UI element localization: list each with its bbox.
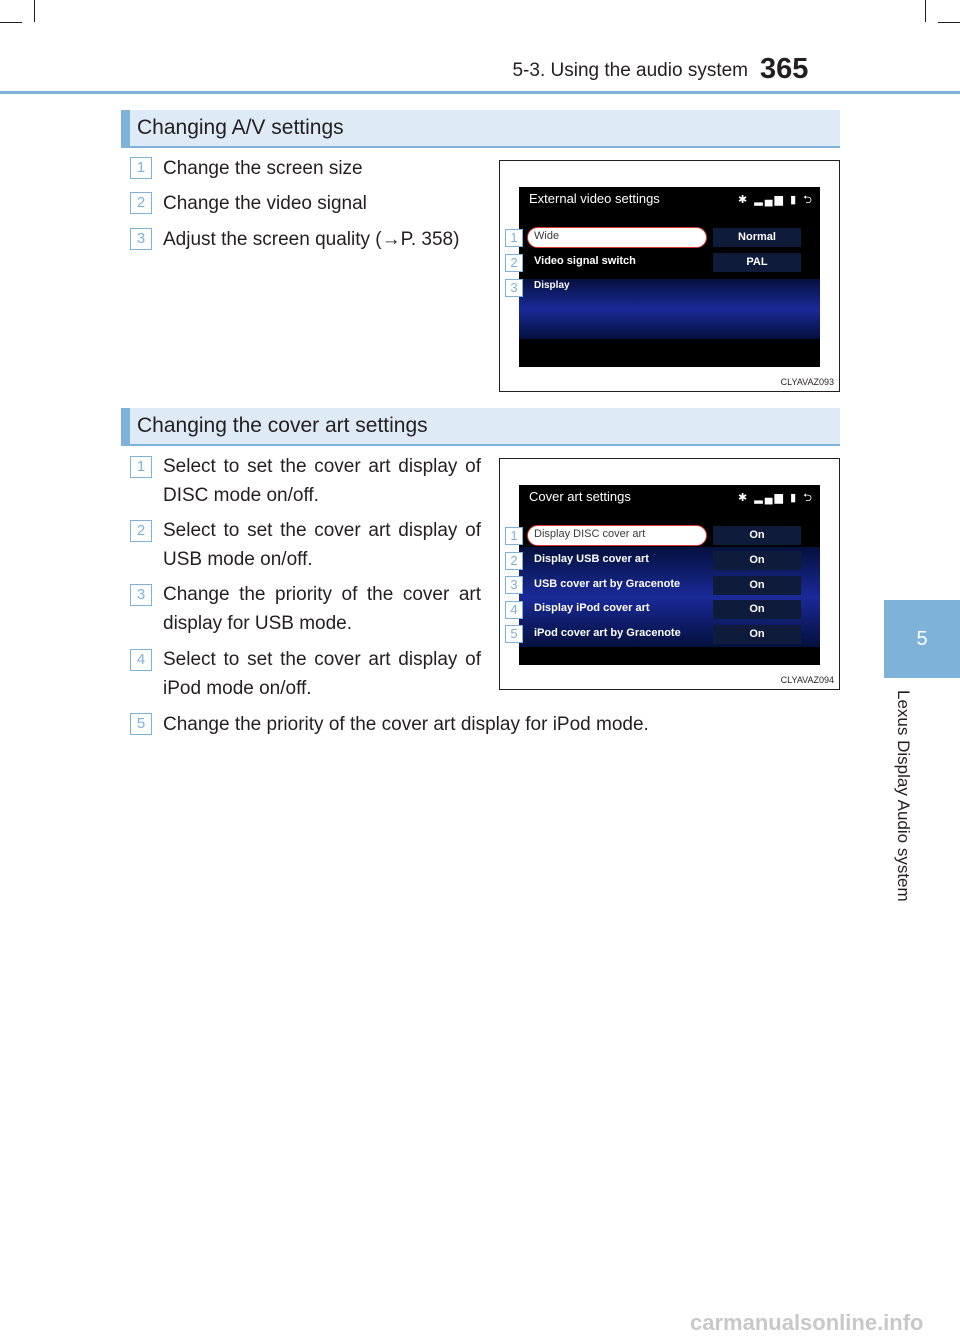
setting-row[interactable] bbox=[527, 252, 811, 273]
display-screen bbox=[519, 485, 820, 665]
setting-row[interactable] bbox=[527, 575, 811, 596]
callout-number: 3 bbox=[505, 279, 523, 297]
item-number: 3 bbox=[130, 228, 152, 250]
list-item: Adjust the screen quality (→P. 358) bbox=[163, 229, 460, 250]
section-title: 5-3. Using the audio system bbox=[512, 60, 748, 81]
setting-row[interactable] bbox=[527, 550, 811, 571]
watermark: carmanualsonline.info bbox=[690, 1310, 924, 1335]
setting-value: On bbox=[713, 576, 801, 595]
setting-label: Display iPod cover art bbox=[534, 602, 650, 614]
chapter-tab: 5 bbox=[884, 600, 960, 678]
setting-label: Video signal switch bbox=[534, 255, 636, 267]
setting-row[interactable] bbox=[527, 525, 811, 546]
section-heading-cover-art bbox=[121, 408, 840, 446]
list-item: Select to set the cover art display of DISC mode on/off. bbox=[163, 456, 481, 506]
heading-bar bbox=[121, 110, 130, 146]
setting-value: On bbox=[713, 625, 801, 644]
setting-row[interactable] bbox=[527, 277, 811, 298]
item-number: 4 bbox=[130, 649, 152, 671]
item-number: 2 bbox=[130, 520, 152, 542]
setting-label: Display bbox=[534, 280, 570, 291]
status-icons: ✱ ▂▄▆ ▮ ⮌ bbox=[738, 194, 814, 206]
header-rule bbox=[0, 91, 960, 94]
status-icons: ✱ ▂▄▆ ▮ ⮌ bbox=[738, 492, 814, 504]
screenshot-cover-art bbox=[499, 458, 840, 690]
item-number: 2 bbox=[130, 192, 152, 214]
list-item: Change the priority of the cover art display for USB mode. bbox=[163, 584, 481, 634]
callout-number: 3 bbox=[505, 576, 523, 594]
list-item: Select to set the cover art display of iPod mode on/off. bbox=[163, 649, 481, 699]
setting-value: On bbox=[713, 600, 801, 619]
setting-label: iPod cover art by Gracenote bbox=[534, 627, 681, 639]
callout-number: 2 bbox=[505, 552, 523, 570]
image-code: CLYAVAZ094 bbox=[780, 675, 834, 685]
image-code: CLYAVAZ093 bbox=[780, 377, 834, 387]
crop-mark bbox=[938, 22, 960, 23]
section-heading-text: Changing the cover art settings bbox=[137, 414, 428, 437]
chapter-title bbox=[888, 690, 918, 930]
callout-number: 1 bbox=[505, 229, 523, 247]
list-item: Change the priority of the cover art display for iPod mode. bbox=[163, 714, 649, 735]
heading-bar bbox=[121, 408, 130, 444]
chapter-title-text: Lexus Display Audio system bbox=[894, 690, 913, 902]
section-heading-av bbox=[121, 110, 840, 148]
section-heading-text: Changing A/V settings bbox=[137, 116, 344, 139]
setting-value: On bbox=[713, 526, 801, 545]
callout-number: 1 bbox=[505, 527, 523, 545]
callout-number: 4 bbox=[505, 601, 523, 619]
crop-mark bbox=[925, 0, 926, 22]
list-item: Select to set the cover art display of USB mode on/off. bbox=[163, 520, 481, 570]
setting-row[interactable] bbox=[527, 624, 811, 645]
item-number: 1 bbox=[130, 157, 152, 179]
item-number: 5 bbox=[130, 713, 152, 735]
crop-mark bbox=[34, 0, 35, 22]
setting-row[interactable] bbox=[527, 599, 811, 620]
setting-value: On bbox=[713, 551, 801, 570]
display-screen bbox=[519, 187, 820, 367]
crop-mark bbox=[0, 22, 22, 23]
callout-number: 2 bbox=[505, 254, 523, 272]
setting-label: Display USB cover art bbox=[534, 553, 649, 565]
screen-title: External video settings bbox=[529, 191, 660, 206]
item-number: 3 bbox=[130, 584, 152, 606]
list-item: Change the screen size bbox=[163, 158, 363, 179]
screenshot-external-video bbox=[499, 160, 840, 392]
item-number: 1 bbox=[130, 456, 152, 478]
page-number: 365 bbox=[760, 53, 809, 85]
setting-value: Normal bbox=[713, 228, 801, 247]
callout-number: 5 bbox=[505, 625, 523, 643]
setting-label: Display DISC cover art bbox=[534, 528, 646, 540]
setting-label: USB cover art by Gracenote bbox=[534, 578, 681, 590]
list-item: Change the video signal bbox=[163, 193, 367, 214]
setting-row[interactable] bbox=[527, 227, 811, 248]
setting-label: Wide bbox=[534, 230, 560, 242]
screen-title: Cover art settings bbox=[529, 489, 631, 504]
setting-value: PAL bbox=[713, 253, 801, 272]
